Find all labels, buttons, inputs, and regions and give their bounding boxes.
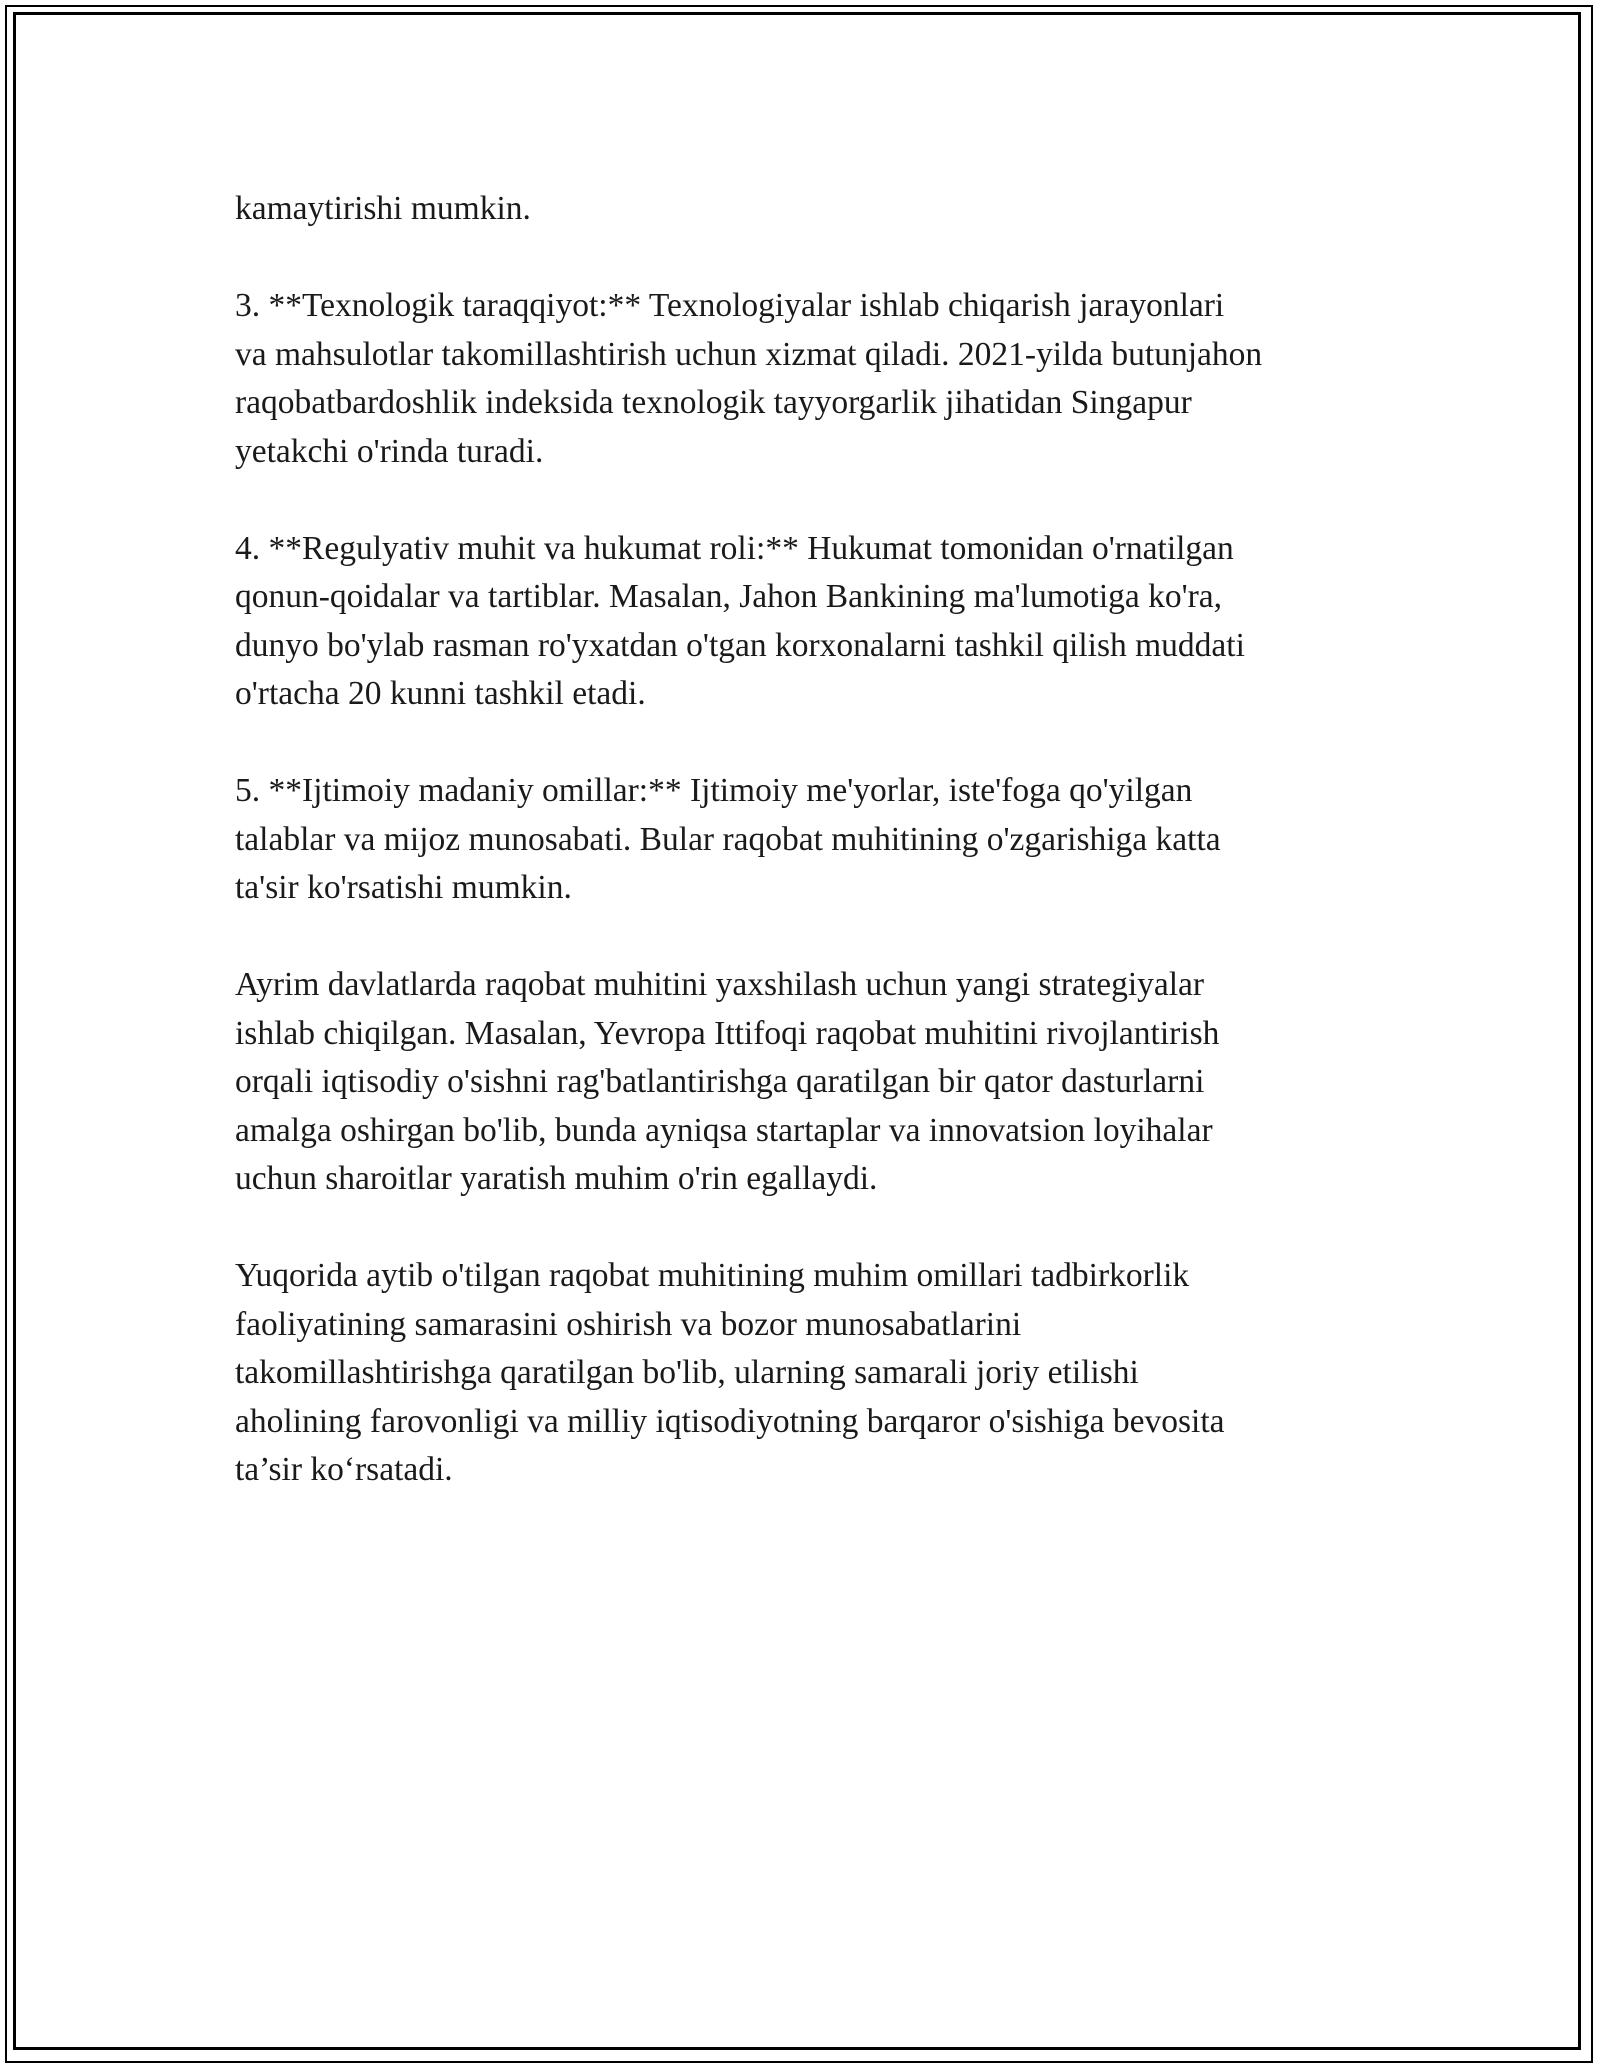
text-line: talablar va mijoz munosabati. Bular raqobat muhitining o'zgarishiga katta [235, 820, 1221, 858]
paragraph-strategies [235, 961, 1375, 1204]
text-line: raqobatbardoshlik indeksida texnologik tayyorgarlik jihatidan Singapur [235, 384, 1192, 421]
text-line: ta'sir ko'rsatishi mumkin. [235, 869, 572, 906]
text-line: ishlab chiqilgan. Masalan, Yevropa Ittifoqi raqobat muhitini rivojlantirish [235, 1014, 1220, 1052]
text-line: 3. **Texnologik taraqqiyot:** Texnologiyalar ishlab chiqarish jarayonlari [235, 287, 1225, 324]
paragraph-social-cultural-factors [235, 767, 1375, 913]
text-line: takomillashtirishga qaratilgan bo'lib, ularning samarali joriy etilishi [235, 1354, 1139, 1391]
text-line: ta’sir ko‘rsatadi. [235, 1451, 453, 1488]
text-line: faoliyatining samarasini oshirish va bozor munosabatlarini [235, 1305, 1022, 1343]
paragraph-conclusion [235, 1252, 1375, 1495]
text-line: qonun-qoidalar va tartiblar. Masalan, Jahon Bankining ma'lumotiga ko'ra, [235, 578, 1223, 615]
paragraph-technological-progress [235, 282, 1375, 476]
text-line: amalga oshirgan bo'lib, bunda ayniqsa startaplar va innovatsion loyihalar [235, 1111, 1213, 1149]
text-line: dunyo bo'ylab rasman ro'yxatdan o'tgan korxonalarni tashkil qilish muddati [235, 626, 1245, 664]
paragraph-regulatory-environment [235, 525, 1375, 719]
text-line: yetakchi o'rinda turadi. [235, 432, 544, 470]
text-line: kamaytirishi mumkin. [235, 190, 531, 227]
paragraph-continuation [235, 185, 1375, 234]
text-line: o'rtacha 20 kunni tashkil etadi. [235, 675, 646, 712]
text-line: va mahsulotlar takomillashtirish uchun xizmat qiladi. 2021-yilda butunjahon [235, 335, 1263, 373]
text-line: uchun sharoitlar yaratish muhim o'rin egallaydi. [235, 1160, 878, 1197]
document-body [235, 185, 1375, 1543]
text-line: orqali iqtisodiy o'sishni rag'batlantirishga qaratilgan bir qator dasturlarni [235, 1063, 1205, 1100]
text-line: Ayrim davlatlarda raqobat muhitini yaxshilash uchun yangi strategiyalar [235, 966, 1205, 1003]
text-line: 5. **Ijtimoiy madaniy omillar:** Ijtimoiy me'yorlar, iste'foga qo'yilgan [235, 772, 1193, 809]
text-line: aholining farovonligi va milliy iqtisodiyotning barqaror o'sishiga bevosita [235, 1402, 1225, 1440]
text-line: Yuqorida aytib o'tilgan raqobat muhitining muhim omillari tadbirkorlik [235, 1257, 1190, 1294]
text-line: 4. **Regulyativ muhit va hukumat roli:** Hukumat tomonidan o'rnatilgan [235, 529, 1234, 567]
